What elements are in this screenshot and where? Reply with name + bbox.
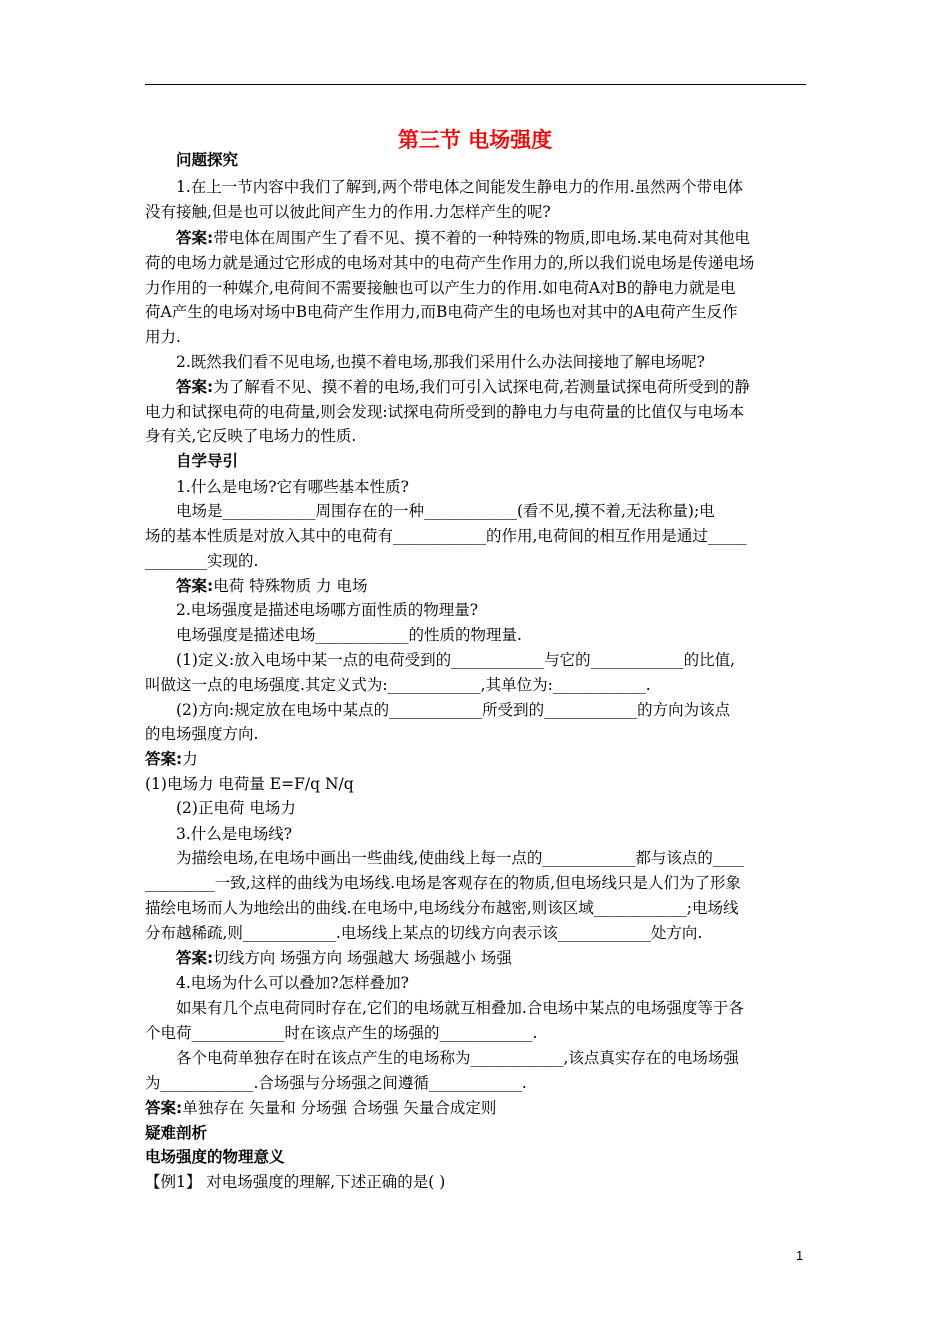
line-text: 问题探究 [176, 151, 239, 169]
line-text: 自学导引 [176, 452, 239, 470]
line-text: 分布越稀疏,则____________.电场线上某点的切线方向表示该____________处方向. [145, 924, 703, 942]
text-line [145, 402, 825, 422]
text-line [176, 625, 856, 645]
line-text: _________一致,这样的曲线为电场线.电场是客观存在的物质,但电场线只是人们为了形象 [145, 874, 742, 892]
line-text: (1)电场力 电荷量 E=F/q N/q [145, 775, 354, 793]
line-text: 描绘电场而人为地绘出的曲线.在电场中,电场线分布越密,则该区域____________;电场线 [145, 899, 739, 917]
line-text: 电场是____________周围存在的一种____________(看不见,摸不着,无法称量);电 [176, 502, 715, 520]
line-text: 场的基本性质是对放入其中的电荷有____________的作用,电荷间的相互作用是通过_____ [145, 527, 747, 545]
line-text: 为____________.合场强与分场强之间遵循____________. [145, 1074, 527, 1092]
answer-label: 答案: [145, 750, 183, 768]
text-line [176, 650, 856, 670]
line-text: (2)方向:规定放在电场中某点的____________所受到的____________的方向为该点 [176, 701, 731, 719]
line-text: 荷的电场力就是通过它形成的电场对其中的电荷产生作用力的,所以我们说电场是传递电场 [145, 254, 755, 272]
line-text: 叫做这一点的电场强度.其定义式为:____________,其单位为:____________. [145, 676, 651, 694]
line-text: 1.什么是电场?它有哪些基本性质? [176, 478, 409, 496]
answer-line [176, 377, 856, 397]
text-line [176, 501, 856, 521]
text-line [145, 1023, 825, 1043]
text-line [176, 177, 856, 197]
line-text: 身有关,它反映了电场力的性质. [145, 427, 357, 445]
text-line [145, 551, 825, 571]
text-line [145, 675, 825, 695]
text-line [145, 1172, 825, 1192]
text-line [176, 848, 856, 868]
line-text: 电场强度的物理意义 [145, 1148, 285, 1166]
line-text: 为了解看不见、摸不着的电场,我们可引入试探电荷,若测量试探电荷所受到的静 [213, 378, 751, 396]
answer-label: 答案: [145, 1099, 183, 1117]
line-text: 3.什么是电场线? [176, 825, 293, 843]
section-heading [145, 1147, 825, 1167]
answer-label: 答案: [176, 949, 214, 967]
line-text: 2.电场强度是描述电场哪方面性质的物理量? [176, 601, 479, 619]
text-line [176, 352, 856, 372]
text-line [145, 724, 825, 744]
text-line [176, 824, 856, 844]
answer-label: 答案: [176, 378, 214, 396]
text-line [176, 700, 856, 720]
page-number: 1 [796, 1248, 804, 1263]
answer-line [176, 228, 856, 248]
line-text: ________实现的. [145, 552, 259, 570]
text-line [145, 327, 825, 347]
answer-line [176, 948, 856, 968]
line-text: 用力. [145, 328, 181, 346]
text-line [145, 202, 825, 222]
answer-line [176, 576, 856, 596]
line-text: 带电体在周围产生了看不见、摸不着的一种特殊的物质,即电场.某电荷对其他电 [213, 229, 751, 247]
line-text: (1)定义:放入电场中某一点的电荷受到的____________与它的____________的比值, [176, 651, 736, 669]
text-line [145, 873, 825, 893]
line-text: 1.在上一节内容中我们了解到,两个带电体之间能发生静电力的作用.虽然两个带电体 [176, 178, 744, 196]
text-line [176, 973, 856, 993]
line-text: 个电荷____________时在该点产生的场强的____________. [145, 1024, 538, 1042]
section-heading [176, 150, 856, 170]
answer-line [145, 1098, 825, 1118]
line-text: 为描绘电场,在电场中画出一些曲线,使曲线上每一点的____________都与该点的____ [176, 849, 744, 867]
answer-line [145, 749, 825, 769]
line-text: 【例1】 对电场强度的理解,下述正确的是( ) [145, 1173, 446, 1191]
line-text: 疑难剖析 [145, 1124, 208, 1142]
line-text: 2.既然我们看不见电场,也摸不着电场,那我们采用什么办法间接地了解电场呢? [176, 353, 705, 371]
text-line [145, 278, 825, 298]
text-line [176, 600, 856, 620]
line-text: 没有接触,但是也可以彼此间产生力的作用.力怎样产生的呢? [145, 203, 551, 221]
line-text: 的电场强度方向. [145, 725, 259, 743]
line-text: 切线方向 场强方向 场强越大 场强越小 场强 [213, 949, 512, 967]
answer-label: 答案: [176, 229, 214, 247]
text-line [145, 923, 825, 943]
line-text: 如果有几个点电荷同时存在,它们的电场就互相叠加.合电场中某点的电场强度等于各 [176, 999, 744, 1017]
line-text: 力作用的一种媒介,电荷间不需要接触也可以产生力的作用.如电荷A对B的静电力就是电 [145, 279, 736, 297]
line-text: 力 [182, 750, 198, 768]
text-line [145, 898, 825, 918]
text-line [145, 253, 825, 273]
line-text: (2)正电荷 电场力 [176, 799, 296, 817]
text-line [145, 526, 825, 546]
text-line [145, 302, 825, 322]
line-text: 4.电场为什么可以叠加?怎样叠加? [176, 974, 409, 992]
page-title: 第三节 电场强度 [397, 128, 553, 152]
line-text: 电力和试探电荷的电荷量,则会发现:试探电荷所受到的静电力与电荷量的比值仅与电场本 [145, 403, 745, 421]
text-line [145, 1073, 825, 1093]
line-text: 单独存在 矢量和 分场强 合场强 矢量合成定则 [182, 1099, 497, 1117]
text-line [145, 426, 825, 446]
answer-label: 答案: [176, 577, 214, 595]
section-heading [176, 451, 856, 471]
section-heading [145, 1123, 825, 1143]
header-rule [145, 84, 806, 85]
line-text: 各个电荷单独存在时在该点产生的电场称为____________,该点真实存在的电场场强 [176, 1049, 739, 1067]
text-line [176, 998, 856, 1018]
text-line [176, 477, 856, 497]
text-line [145, 774, 825, 794]
text-line [176, 1048, 856, 1068]
line-text: 电荷 特殊物质 力 电场 [213, 577, 368, 595]
text-line [176, 798, 856, 818]
line-text: 电场强度是描述电场____________的性质的物理量. [176, 626, 522, 644]
line-text: 荷A产生的电场对场中B电荷产生作用力,而B电荷产生的电场也对其中的A电荷产生反作 [145, 303, 738, 321]
